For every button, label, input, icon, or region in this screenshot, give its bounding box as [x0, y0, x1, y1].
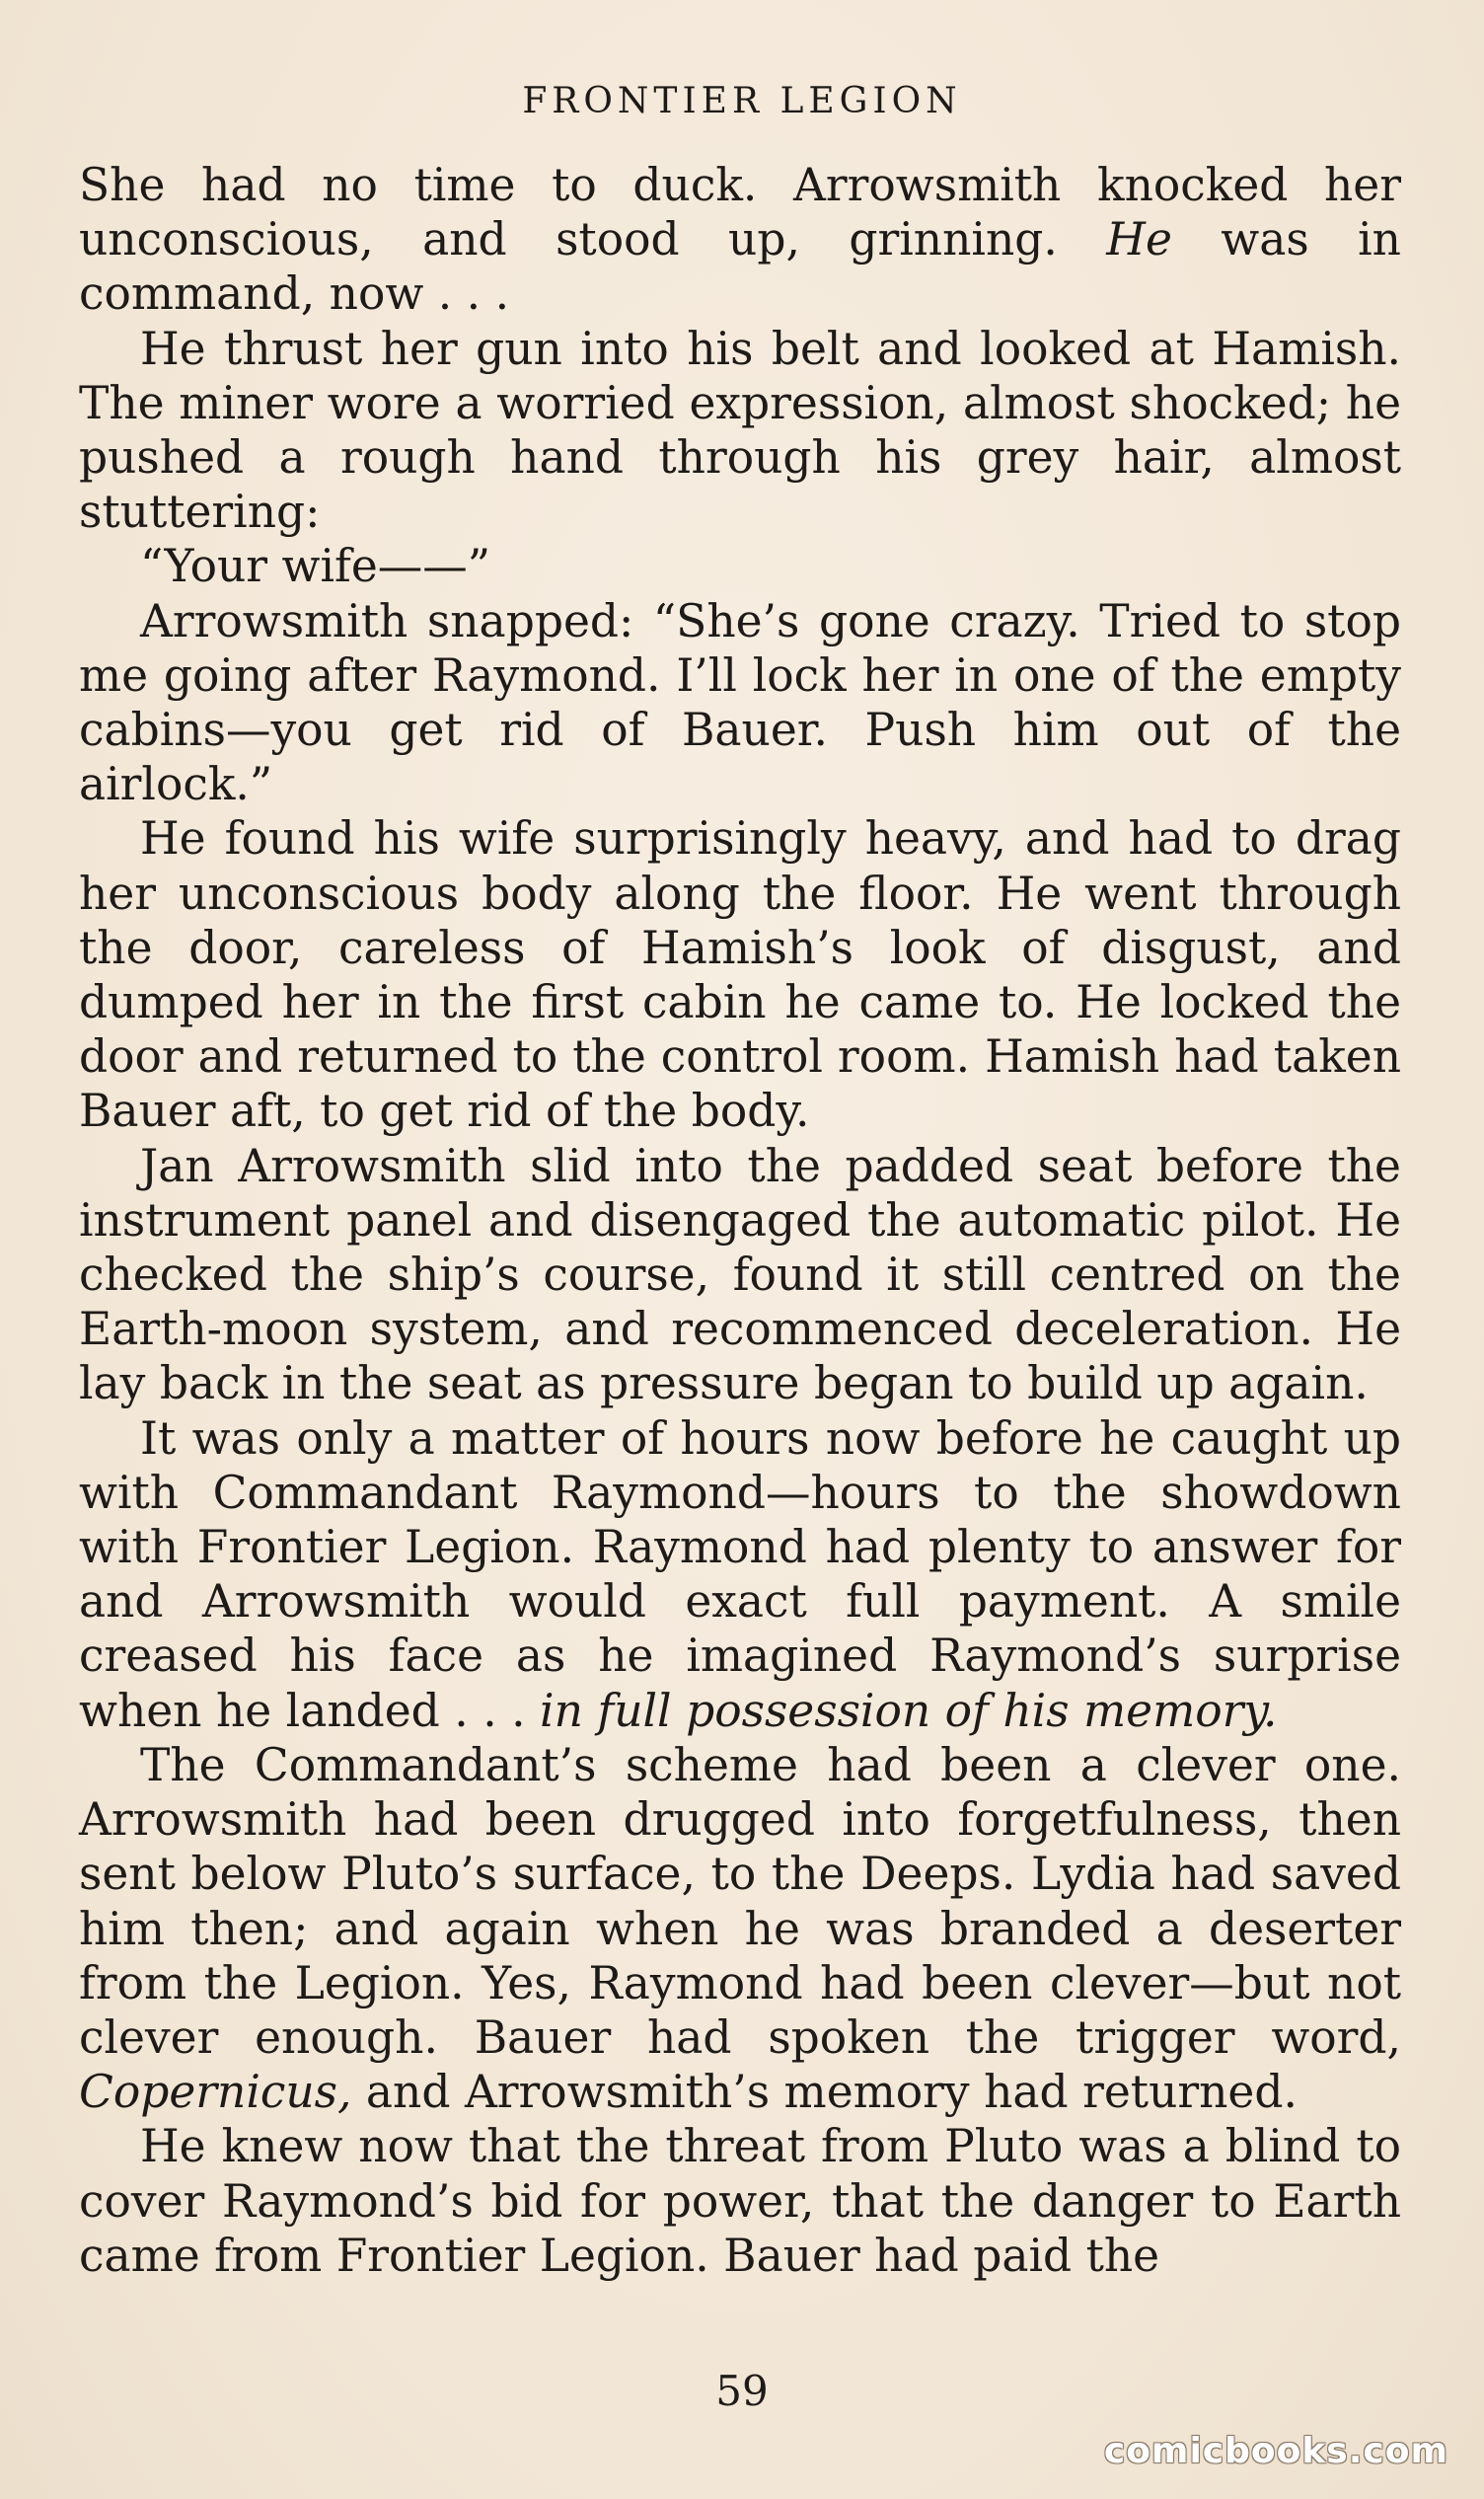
paragraph-5: He found his wife surprisingly heavy, and had to drag her unconscious body along the floor. He went through the door, careless of Hamish’s look of disgust, and dumped her in the first cabin he came to. He locked the door and returned to the control room. Hamish had taken Bauer aft, to get rid of the body.	[79, 812, 1401, 1138]
paragraph-3: “Your wife——”	[140, 540, 491, 593]
paragraph-9: He knew now that the threat from Pluto was a blind to cover Raymond’s bid for power, that the danger to Earth came from Frontier Legion. Bauer had paid the	[79, 2120, 1401, 2282]
paragraph-2: He thrust her gun into his belt and looked at Hamish. The miner wore a worried expression, almost shocked; he pushed a rough hand through his grey hair, almost stuttering:	[79, 322, 1401, 539]
paragraph-1: She had no time to duck. Arrowsmith knocked her unconscious, and stood up, grinning. He was in command, now . . .	[79, 159, 1401, 321]
page-body	[79, 158, 1401, 2283]
paragraph-4: Arrowsmith snapped: “She’s gone crazy. Tried to stop me going after Raymond. I’ll lock her in one of the empty cabins—you get rid of Bauer. Push him out of the airlock.”	[79, 594, 1401, 811]
watermark-logo: comicbooks.com	[1103, 2431, 1448, 2471]
page-number: 59	[715, 2367, 769, 2415]
paragraph-6: Jan Arrowsmith slid into the padded seat before the instrument panel and disengaged the automatic pilot. He checked the ship’s course, found it still centred on the Earth-moon system, and recommenced deceleration. He lay back in the seat as pressure began to build up again.	[79, 1139, 1401, 1410]
paragraph-8: The Commandant’s scheme had been a clever one. Arrowsmith had been drugged into forgetfulness, then sent below Pluto’s surface, to the Deeps. Lydia had saved him then; and again when he was branded a deserter from the Legion. Yes, Raymond had been clever—but not clever enough. Bauer had spoken the trigger word, Copernicus, and Arrowsmith’s memory had returned.	[79, 1738, 1401, 2119]
running-header: FRONTIER LEGION	[522, 81, 962, 121]
paragraph-7: It was only a matter of hours now before he caught up with Commandant Raymond—hours to the showdown with Frontier Legion. Raymond had plenty to answer for and Arrowsmith would exact full payment. A smile creased his face as he imagined Raymond’s surprise when he landed . . . in full possession of his memory.	[79, 1411, 1401, 1737]
